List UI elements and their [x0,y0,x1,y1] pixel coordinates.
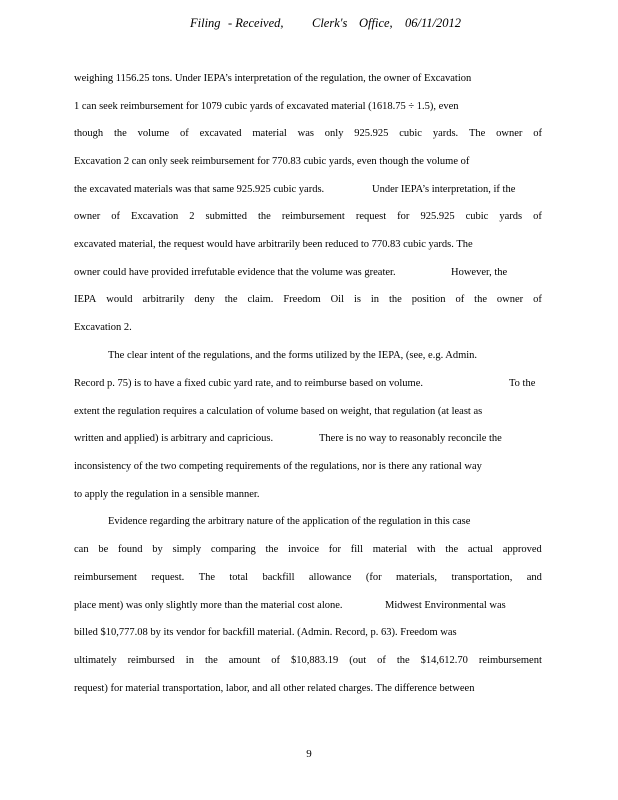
text-word: in [370,294,380,305]
text-word: Excavation [131,211,179,222]
text-word: (out [349,655,367,666]
text-word: $14,612.70 [420,655,468,666]
text-line: the excavated materials was that same 925.925 cubic yards. [74,184,325,195]
text-word: for [328,544,341,555]
text-word: found [118,544,143,555]
text-word: be [98,544,109,555]
text-word: request [355,211,387,222]
text-line: request) for material transportation, labor, and all other related charges. The difference between [74,683,475,694]
text-word: volume [137,128,170,139]
text-word: reimbursed [127,655,175,666]
text-word: cubic [399,128,422,139]
text-word: of [533,128,542,139]
text-word: the [474,294,487,305]
text-word: the [388,294,402,305]
text-line [74,543,542,557]
text-line: excavated material, the request would have arbitrarily been reduced to 770.83 cubic yards. The [74,239,473,250]
text-word: excavated [199,128,242,139]
text-word: transportation, [451,572,513,583]
text-word: only [324,128,344,139]
header-filing: Filing [190,16,221,30]
text-word: the [114,128,127,139]
text-word: the [396,655,410,666]
text-word: arbitrarily [142,294,185,305]
text-word: submitted [205,211,247,222]
text-word: deny [194,294,215,305]
text-word: for [397,211,410,222]
text-word: material [372,544,408,555]
text-word: of [533,294,542,305]
text-line: There is no way to reasonably reconcile the [319,433,502,444]
text-word: actual [467,544,493,555]
text-word: fill [350,544,363,555]
header-date: 06/11/2012 [405,16,462,30]
text-line: place ment) was only slightly more than the material cost alone. [74,600,343,611]
text-line [74,654,542,668]
text-word: owner [496,128,523,139]
text-line: Excavation 2. [74,322,132,333]
text-word: materials, [395,572,438,583]
text-line: Record p. 75) is to have a fixed cubic yard rate, and to reimburse based on volume. [74,378,424,389]
text-word: ultimately [74,655,117,666]
text-word: yards. [432,128,459,139]
text-word: of [179,128,189,139]
text-word: is [353,294,361,305]
text-word: yards [499,211,523,222]
text-word: the [224,294,238,305]
text-line [74,293,542,307]
text-word: the [257,211,271,222]
text-word: was [297,128,314,139]
text-word: claim. [247,294,274,305]
text-word: the [265,544,279,555]
text-word: the [445,544,459,555]
text-word: reimbursement [74,572,137,583]
text-word: the [204,655,218,666]
text-line: However, the [451,267,508,278]
text-line: extent the regulation requires a calculation of volume based on weight, that regulation (at least as [74,406,483,417]
text-line [74,127,542,141]
text-word: of [533,211,542,222]
text-line: To the [509,378,536,389]
text-line: Midwest Environmental was [385,600,506,611]
text-word: request. [151,572,185,583]
text-line: owner could have provided irrefutable evidence that the volume was greater. [74,267,396,278]
text-word: of [455,294,465,305]
text-word: Oil [330,294,345,305]
text-word: owner [496,294,524,305]
text-word: would [106,294,133,305]
text-word: cubic [465,211,489,222]
text-word: total [229,572,249,583]
text-word: of [377,655,386,666]
text-line: Excavation 2 can only seek reimbursement for 770.83 cubic yards, even though the volume of [74,156,470,167]
text-word: can [74,544,89,555]
text-word: amount [228,655,261,666]
text-line: weighing 1156.25 tons. Under IEPA’s interpretation of the regulation, the owner of Excavation [74,73,472,84]
text-word: simply [172,544,202,555]
text-word: allowance [308,572,352,583]
text-word: comparing [210,544,256,555]
text-word: owner [74,211,101,222]
header-office: Office, [359,16,393,30]
text-word: 925.925 [354,128,389,139]
text-word: and [526,572,542,583]
text-word: 925.925 [420,211,455,222]
text-word: (for [365,572,382,583]
text-word: material [252,128,287,139]
text-word: of [271,655,280,666]
text-line: Evidence regarding the arbitrary nature of the application of the regulation in this case [108,516,471,527]
text-word: invoice [288,544,319,555]
text-line: to apply the regulation in a sensible manner. [74,489,260,500]
text-word: of [111,211,121,222]
text-line: inconsistency of the two competing requirements of the regulations, nor is there any rational way [74,461,482,472]
text-line: 1 can seek reimbursement for 1079 cubic yards of excavated material (1618.75 ÷ 1.5), even [74,101,459,112]
header-clerks: Clerk's [312,16,348,30]
text-word: 2 [189,211,195,222]
page-number: 9 [306,748,312,760]
text-word: reimbursement [478,655,542,666]
text-word: IEPA [74,294,97,305]
text-word: The [469,128,486,139]
text-word: $10,883.19 [290,655,339,666]
text-word: approved [502,544,542,555]
text-line: Under IEPA’s interpretation, if the [372,184,516,195]
text-word: reimbursement [281,211,345,222]
text-line [74,571,542,585]
text-line [74,210,542,224]
text-word: The [198,572,216,583]
text-word: though [74,128,104,139]
text-line: The clear intent of the regulations, and the forms utilized by the IEPA, (see, e.g. Admin. [108,350,478,361]
text-word: Freedom [283,294,321,305]
text-word: with [416,544,436,555]
text-word: by [152,544,163,555]
text-word: backfill [262,572,295,583]
text-line: written and applied) is arbitrary and capricious. [74,433,274,444]
header-received: - Received, [228,16,284,30]
text-word: in [185,655,194,666]
text-word: position [411,294,446,305]
text-line: billed $10,777.08 by its vendor for backfill material. (Admin. Record, p. 63). Freedom was [74,627,457,638]
